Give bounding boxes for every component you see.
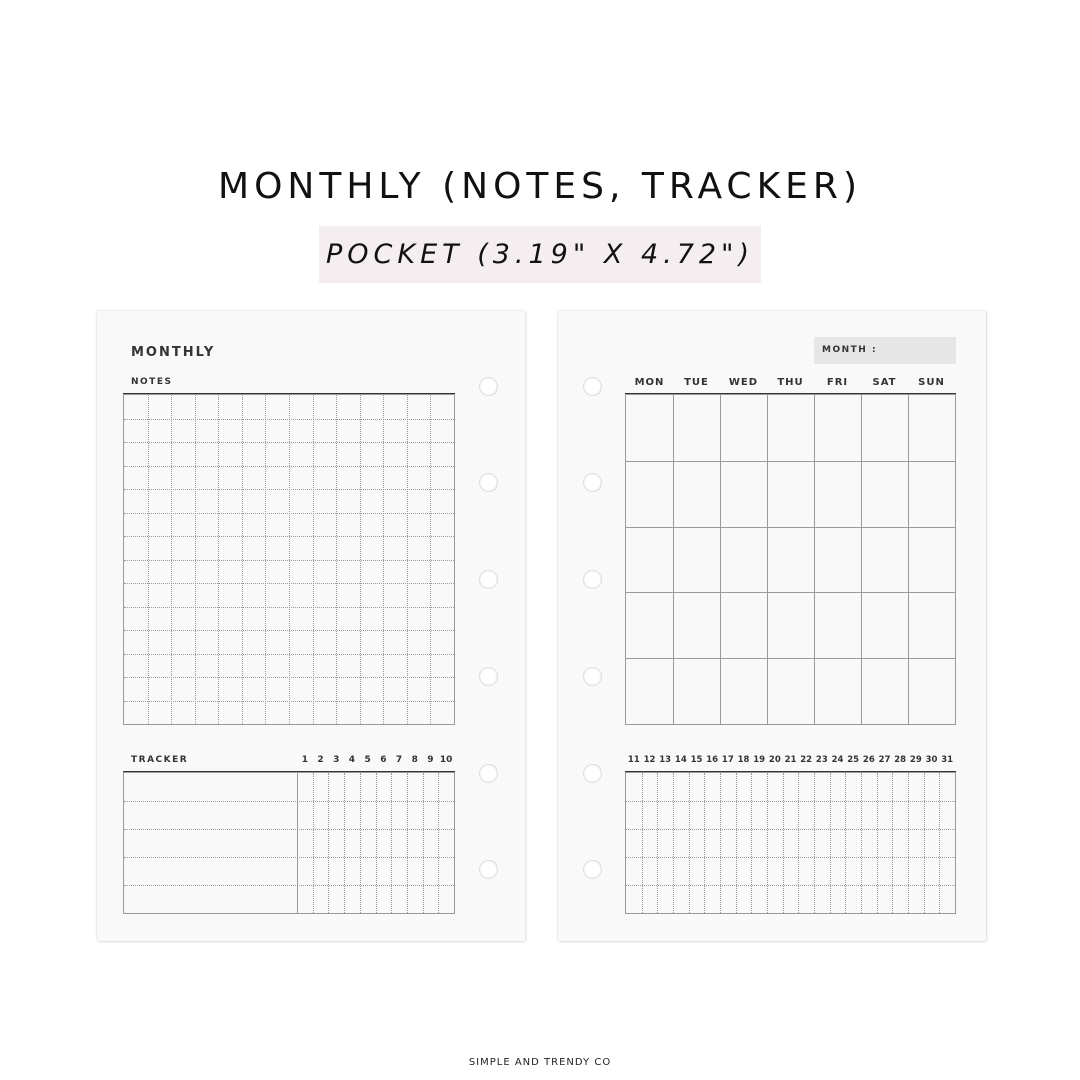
tracker-day-number: 24 xyxy=(831,755,844,765)
grid-line xyxy=(124,885,454,886)
grid-line xyxy=(423,773,424,913)
grid-line xyxy=(908,773,909,913)
tracker-day-number: 26 xyxy=(862,755,875,765)
tracker-day-number: 14 xyxy=(674,755,687,765)
ring-hole xyxy=(479,667,498,686)
calendar-grid[interactable] xyxy=(625,394,956,725)
grid-line xyxy=(124,466,454,467)
ring-hole xyxy=(583,473,602,492)
grid-line xyxy=(861,773,862,913)
tracker-day-number: 7 xyxy=(395,755,403,765)
grid-line xyxy=(892,773,893,913)
grid-line xyxy=(391,773,392,913)
tracker-day-number: 15 xyxy=(690,755,703,765)
grid-line xyxy=(124,677,454,678)
grid-line xyxy=(704,773,705,913)
grid-line xyxy=(124,419,454,420)
tracker-day-number: 28 xyxy=(894,755,907,765)
grid-line xyxy=(751,773,752,913)
ring-hole xyxy=(583,764,602,783)
tracker-day-number: 27 xyxy=(878,755,891,765)
grid-line xyxy=(845,773,846,913)
grid-line xyxy=(360,773,361,913)
tracker-day-number: 9 xyxy=(427,755,434,765)
grid-line xyxy=(689,773,690,913)
grid-line xyxy=(124,560,454,561)
tracker-day-number: 20 xyxy=(768,755,781,765)
grid-line xyxy=(407,773,408,913)
tracker-day-number: 12 xyxy=(643,755,656,765)
grid-line xyxy=(124,801,454,802)
grid-line xyxy=(626,592,955,593)
grid-line xyxy=(908,395,909,724)
right-planner-page xyxy=(558,311,986,941)
month-label: MONTH : xyxy=(822,345,878,355)
tracker-day-number: 25 xyxy=(847,755,860,765)
grid-line xyxy=(626,461,955,462)
brand-footer: SIMPLE AND TRENDY CO xyxy=(468,1057,612,1068)
ring-hole xyxy=(479,860,498,879)
grid-line xyxy=(642,773,643,913)
tracker-day-number: 1 xyxy=(301,755,308,765)
grid-line xyxy=(830,773,831,913)
grid-line xyxy=(124,536,454,537)
ring-hole xyxy=(583,860,602,879)
grid-line xyxy=(767,395,768,724)
grid-line xyxy=(877,773,878,913)
grid-line xyxy=(124,489,454,490)
grid-line xyxy=(124,583,454,584)
tracker-day-number: 18 xyxy=(737,755,750,765)
grid-line xyxy=(861,395,862,724)
page-title: MONTHLY (NOTES, TRACKER) xyxy=(218,166,862,207)
tracker-day-number: 5 xyxy=(364,755,371,765)
size-subtitle: POCKET (3.19" X 4.72") xyxy=(325,239,755,270)
left-planner-page xyxy=(97,311,525,941)
tracker-day-number: 2 xyxy=(317,755,324,765)
grid-line xyxy=(124,701,454,702)
grid-line xyxy=(376,773,377,913)
month-field[interactable] xyxy=(814,337,956,364)
ring-hole xyxy=(479,473,498,492)
grid-line xyxy=(124,654,454,655)
ring-hole xyxy=(583,570,602,589)
weekday-label: FRI xyxy=(826,377,849,388)
weekday-label: MON xyxy=(634,377,665,388)
weekday-label: WED xyxy=(728,377,759,388)
grid-line xyxy=(783,773,784,913)
weekday-label: SUN xyxy=(918,377,945,388)
grid-line xyxy=(626,527,955,528)
size-badge xyxy=(319,226,761,283)
tracker-grid[interactable] xyxy=(123,772,455,914)
tracker-day-number: 29 xyxy=(909,755,922,765)
notes-grid[interactable] xyxy=(123,394,455,725)
grid-line xyxy=(328,773,329,913)
grid-line xyxy=(673,395,674,724)
tracker-day-number: 17 xyxy=(721,755,734,765)
grid-line xyxy=(814,773,815,913)
tracker-day-number: 23 xyxy=(815,755,828,765)
grid-line xyxy=(626,885,955,886)
grid-line xyxy=(124,442,454,443)
tracker-day-number: 31 xyxy=(941,755,954,765)
grid-line xyxy=(344,773,345,913)
monthly-heading: MONTHLY xyxy=(131,345,216,360)
weekday-label: THU xyxy=(777,377,804,388)
tracker-day-number: 3 xyxy=(333,755,340,765)
ring-hole xyxy=(479,377,498,396)
tracker-day-number: 22 xyxy=(800,755,813,765)
tracker-day-number: 6 xyxy=(380,755,387,765)
ring-hole xyxy=(479,764,498,783)
tracker-day-number: 19 xyxy=(753,755,766,765)
grid-line xyxy=(798,773,799,913)
tracker-day-number: 13 xyxy=(659,755,672,765)
tracker-day-number: 8 xyxy=(411,755,418,765)
weekday-label: TUE xyxy=(684,377,709,388)
grid-line xyxy=(313,773,314,913)
grid-line xyxy=(673,773,674,913)
tracker-day-number: 11 xyxy=(627,755,640,765)
grid-line xyxy=(626,658,955,659)
grid-line xyxy=(924,773,925,913)
grid-line xyxy=(939,773,940,913)
ring-hole xyxy=(583,377,602,396)
notes-label: NOTES xyxy=(131,377,173,387)
ring-hole xyxy=(583,667,602,686)
ring-hole xyxy=(479,570,498,589)
grid-line xyxy=(657,773,658,913)
tracker-label: TRACKER xyxy=(131,755,189,765)
grid-line xyxy=(736,773,737,913)
tracker-day-number: 10 xyxy=(439,755,453,765)
grid-line xyxy=(626,857,955,858)
tracker-day-number: 16 xyxy=(706,755,719,765)
tracker-grid[interactable] xyxy=(625,772,956,914)
grid-line xyxy=(767,773,768,913)
grid-line xyxy=(814,395,815,724)
weekday-label: SAT xyxy=(872,377,897,388)
grid-line xyxy=(720,395,721,724)
grid-line xyxy=(124,513,454,514)
grid-line xyxy=(438,773,439,913)
grid-line xyxy=(124,857,454,858)
tracker-day-number: 4 xyxy=(348,755,356,765)
grid-line xyxy=(124,829,454,830)
grid-line xyxy=(124,607,454,608)
tracker-day-number: 30 xyxy=(925,755,938,765)
tracker-day-number: 21 xyxy=(784,755,797,765)
grid-line xyxy=(297,773,298,913)
grid-line xyxy=(626,801,955,802)
grid-line xyxy=(720,773,721,913)
grid-line xyxy=(626,829,955,830)
grid-line xyxy=(124,630,454,631)
